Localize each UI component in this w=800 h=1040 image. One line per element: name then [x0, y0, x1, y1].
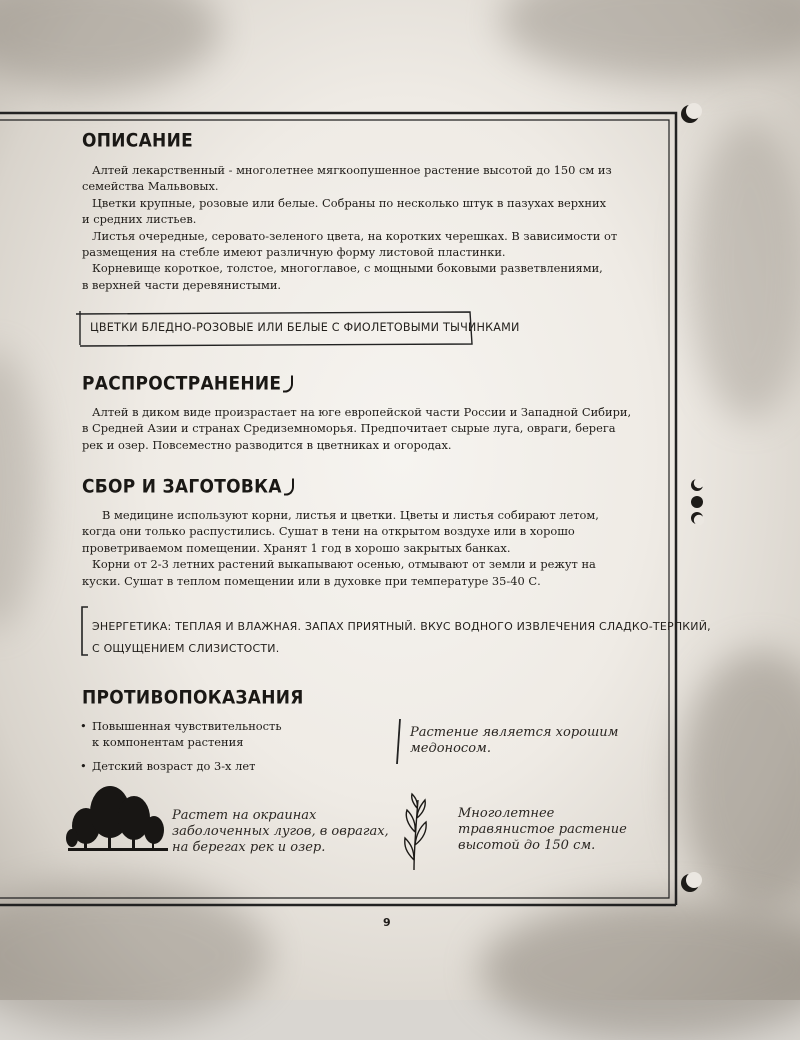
- distribution-heading: РАСПРОСТРАНЕНИЕ: [82, 373, 293, 395]
- page-number: 9: [383, 916, 391, 929]
- habitat-note: Растет на окраинах заболоченных лугов, в оврагах, на берегах рек и озер.: [172, 808, 389, 855]
- energy-note: ЭНЕРГЕТИКА: ТЕПЛАЯ И ВЛАЖНАЯ. ЗАПАХ ПРИЯТНЫЙ. ВКУС ВОДНОГО ИЗВЛЕЧЕНИЯ СЛАДКО-ТЕРПКИЙ, С ОЩУЩЕНИЕМ СЛИЗИСТОСТИ.: [92, 620, 711, 655]
- list-item: • Детский возраст до 3-х лет: [80, 758, 282, 774]
- plant-note: Многолетнее травянистое растение высотой до 150 см.: [458, 806, 627, 853]
- contraindications-heading: ПРОТИВОПОКАЗАНИЯ: [82, 687, 304, 709]
- contraindications-list: [80, 718, 282, 781]
- harvest-text: В медицине используют корни, листья и цветки. Цветы и листья собирают летом, когда они только распустились. Сушат в тени на открытом воздухе или в хорошо проветриваемом помещении. Хранят 1 год в хорошо закрытых банках. Корни от 2-3 летних растений выкапывают осенью, отмывают от земли и режут на куски. Сушат в теплом помещении или в духовке при температуре 35-40 С.: [82, 508, 599, 588]
- flowers-note: ЦВЕТКИ БЛЕДНО-РОЗОВЫЕ ИЛИ БЕЛЫЕ С ФИОЛЕТОВЫМИ ТЫЧИНКАМИ: [90, 321, 520, 334]
- list-item: • Повышенная чувствительность к компонентам растения: [80, 718, 282, 751]
- harvest-heading: СБОР И ЗАГОТОВКА: [82, 476, 294, 498]
- side-note: Растение является хорошим медоносом.: [410, 725, 619, 756]
- description-text: Алтей лекарственный - многолетнее мягкоопушенное растение высотой до 150 см из семейства Мальвовых. Цветки крупные, розовые или белые. Собраны по несколько штук в пазухах верхних и средних листьев. Листья очередные, серовато-зеленого цвета, на коротких черешках. В зависимости от размещения на стебле имеют различную форму листовой пластинки. Корневище короткое, толстое, многоглавое, с мощными боковыми разветвлениями, в верхней части деревянистыми.: [82, 163, 618, 292]
- description-heading: ОПИСАНИЕ: [82, 130, 194, 152]
- distribution-text: Алтей в диком виде произрастает на юге европейской части России и Западной Сибири, в Средней Азии и странах Средиземноморья. Предпочитает сырые луга, овраги, берега рек и озер. Повсеместно разводится в цветниках и огородах.: [82, 405, 632, 452]
